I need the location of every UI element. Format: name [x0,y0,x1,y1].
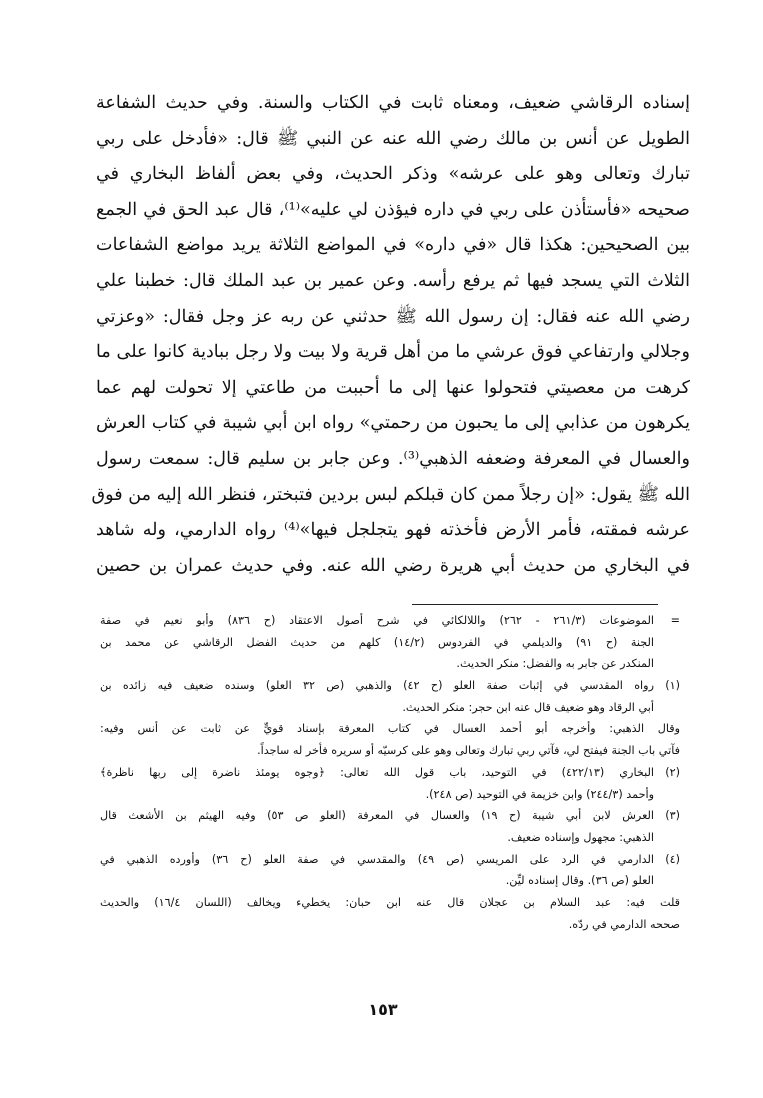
footnote-line: العلو (ص ٣٦). وقال إسناده ليِّن. [505,874,654,888]
footnote-4-extra [100,892,680,935]
footnote-line: صححه الدارمي في ردّه. [568,917,680,931]
body-line: وجلالي وارتفاعي فوق عرشي ما من أهل قرية ولا بيت ولا رجل ببادية كانوا على ما [96,342,690,363]
footnote-line: قلت فيه: عبد السلام بن عجلان قال عنه ابن حبان: يخطيء ويخالف (اللسان ١٦/٤) والحديث [100,895,680,909]
footnote-separator [412,604,658,605]
body-line: الله ﷺ يقول: «إن رجلاً ممن كان قبلكم لبس بردين فتبختر، فنظر الله إليه من فوق [91,484,690,505]
body-line: بين الصحيحين: هكذا قال «في داره» في المواضع الثلاثة يريد مواضع الشفاعات [96,235,690,256]
body-line: تبارك وتعالى وهو على عرشه» وذكر الحديث، وفي بعض ألفاظ البخاري في [96,164,690,185]
footnote-line: الذهبي: مجهول وإسناده ضعيف. [507,830,654,844]
footnote-4-mark: (٤) [665,852,680,866]
footnote-4 [100,849,680,892]
footnote-3 [100,805,680,848]
body-line: يكرهون من عذابي إلى ما يحبون من رحمتي» رواه ابن أبي شيبة في كتاب العرش [96,413,690,434]
body-line: إسناده الرقاشي ضعيف، ومعناه ثابت في الكتاب والسنة. وفي حديث الشفاعة [96,93,690,113]
footnote-line: وقال الذهبي: وأخرجه أبو أحمد العسال في كتاب المعرفة بإسناد قويٍّ عن ثابت عن أنس وفيه: [100,722,680,736]
body-line: صحيحه «فأستأذن على ربي في داره فيؤذن لي عليه»⁽¹⁾، قال عبد الحق في الجمع [96,199,690,220]
footnote-line: العرش لابن أبي شيبة (ح ١٩) والعسال في المعرفة (العلو ص ٥٣) وفيه الهيثم بن الأشعث قال [100,809,655,823]
main-body-text [91,86,690,584]
body-line: كرهت من معصيتي فتحولوا عنها إلى ما أحببت من طاعتي إلا تحولت لهم عما [96,377,690,398]
footnote-line: رواه المقدسي في إثبات صفة العلو (ح ٤٢) والذهبي (ص ٣٢ العلو) وسنده ضعيف فيه زائده بن [100,679,654,693]
body-line: عرشه فمقته، فأمر الأرض فأخذته فهو يتجلجل فيها»⁽⁴⁾ رواه الدارمي، وله شاهد [96,520,690,541]
footnote-line: الدارمي في الرد على المريسي (ص ٤٩) والمقدسي في صفة العلو (ح ٣٦) وأورده الذهبي في [100,852,655,866]
footnote-line: أبي الرقاد وهو ضعيف قال عنه ابن حجر: منكر الحديث. [402,700,654,714]
body-line: الثلاث التي يسجد فيها ثم يرفع رأسه. وعن عمير بن عبد الملك قال: خطبنا علي [96,270,690,291]
footnote-continuation [100,610,680,675]
footnote-line: البخاري (٤٢٢/١٣) في التوحيد، باب قول الله تعالى: ﴿وجوه يومئذ ناضرة إلى ربها ناظرة﴾ [100,765,654,779]
page-number: ١٥٣ [368,1000,398,1019]
footnote-continuation-mark: = [670,614,680,627]
footnote-line: المنكدر عن جابر به والفضل: منكر الحديث. [456,657,654,671]
footnote-1-mark: (١) [665,679,680,693]
footnote-line: وأحمد (٢٤٤/٣) وابن خزيمة في التوحيد (ص ٢٤٨). [425,787,654,801]
footnote-line: فآتي باب الجنة فيفتح لي، فآتي ربي تبارك وتعالى وهو على كرسيّه أو سريره فأخر له ساجداً. [257,744,680,758]
footnotes-section [100,610,680,935]
footnote-2-mark: (٢) [665,765,680,779]
body-line: في البخاري من حديث أبي هريرة رضي الله عنه. وفي حديث عمران بن حصين [96,555,690,576]
footnote-line: الموضوعات (٢٦١/٣ - ٢٦٢) واللالكائي في شرح أصول الاعتقاد (ح ٨٣٦) وأبو نعيم في صفة [100,614,655,627]
body-line: والعسال في المعرفة وضعفه الذهبي⁽³⁾. وعن جابر بن سليم قال: سمعت رسول [96,448,690,469]
footnote-line: الجنة (ح ٩١) والديلمي في الفردوس (١٤/٢) كلهم من حديث الفضل الرقاشي عن محمد بن [100,635,655,649]
body-line: الطويل عن أنس بن مالك رضي الله عنه عن النبي ﷺ قال: «فأدخل على ربي [96,128,690,149]
body-line: رضي الله عنه فقال: إن رسول الله ﷺ حدثني عن ربه عز وجل فقال: «وعزتي [96,306,690,327]
footnote-1-extra [100,718,680,761]
footnote-2 [100,762,680,805]
footnote-1 [100,675,680,718]
footnote-3-mark: (٣) [665,809,680,823]
